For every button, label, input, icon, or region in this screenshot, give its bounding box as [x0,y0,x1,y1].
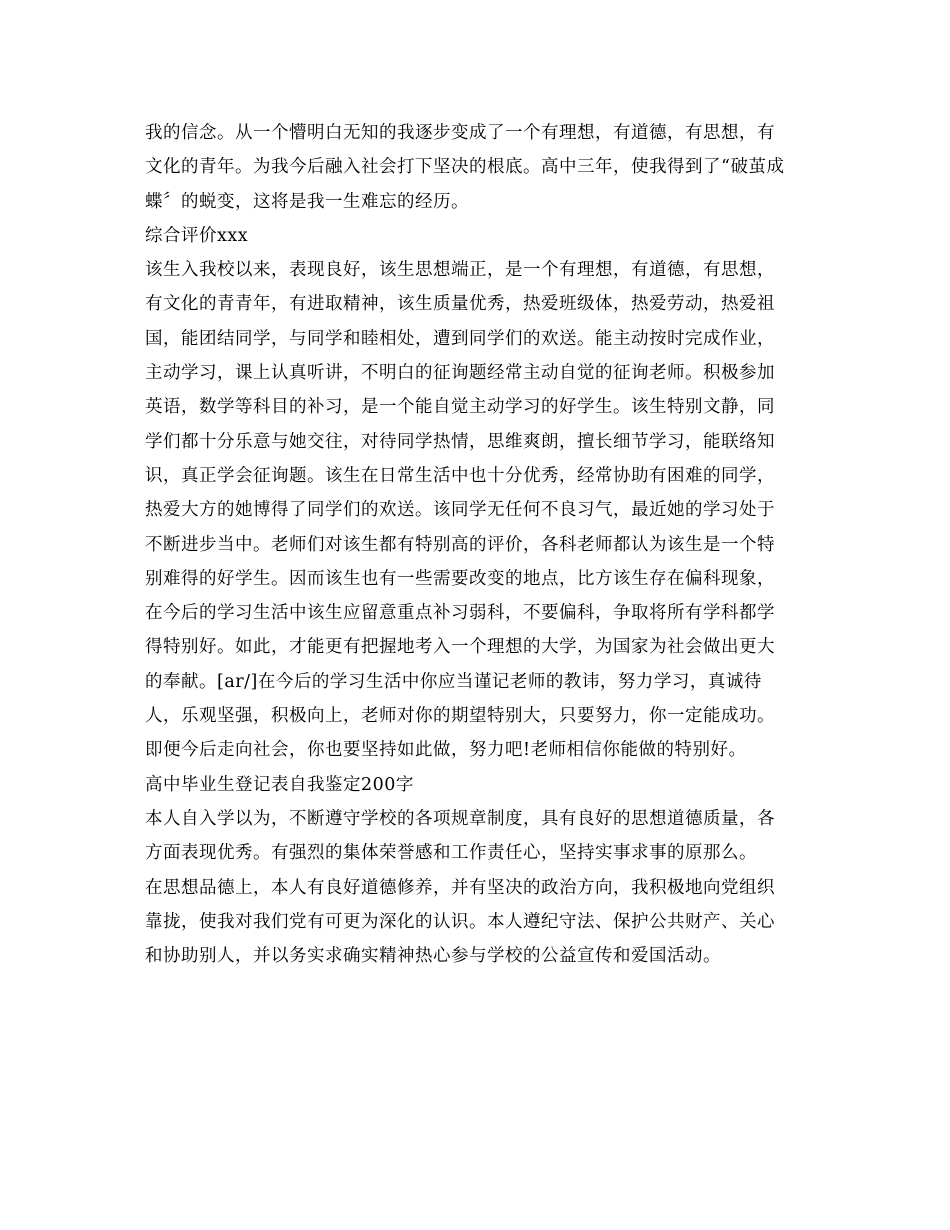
text-line: 本人自入学以为，不断遵守学校的各项规章制度，具有良好的思想道德质量，各 [145,808,775,829]
text-line: 该生入我校以来，表现良好，该生思想端正，是一个有理想，有道德，有思想， [145,260,775,281]
text-line: 学们都十分乐意与她交往，对待同学热情，思维爽朗，擅长细节学习，能联络知 [145,431,775,452]
section-heading: 综合评价xxx [145,225,249,246]
text-line: 即便今后走向社会，你也要坚持如此做，努力吧!老师相信你能做的特别好。 [145,740,747,761]
text-line: 别难得的好学生。因而该生也有一些需要改变的地点，比方该生存在偏科现象， [145,568,775,589]
text-line: 有文化的青青年，有进取精神，该生质量优秀，热爱班级体，热爱劳动，热爱祖 [145,294,775,315]
text-line: 热爱大方的她博得了同学们的欢送。该同学无任何不良习气，最近她的学习处于 [145,500,775,521]
text-line: 和协助别人，并以务实求确实精神热心参与学校的公益宣传和爱国活动。 [145,946,721,967]
text-line: 靠拢，使我对我们党有可更为深化的认识。本人遵纪守法、保护公共财产、关心 [145,911,775,932]
text-line: 得特别好。如此，才能更有把握地考入一个理想的大学，为国家为社会做出更大 [145,637,775,658]
text-line: 在思想品德上，本人有良好道德修养，并有坚决的政治方向，我积极地向党组织 [145,877,775,898]
text-line: 不断进步当中。老师们对该生都有特别高的评价，各科老师都认为该生是一个特 [145,534,775,555]
text-line: 文化的青年。为我今后融入社会打下坚决的根底。高中三年，使我得到了“破茧成 [145,157,785,178]
text-line: 的奉献。[ar/]在今后的学习生活中你应当谨记老师的教讳，努力学习，真诚待 [145,671,762,692]
section-heading: 高中毕业生登记表自我鉴定200字 [145,774,414,795]
text-line: 在今后的学习生活中该生应留意重点补习弱科，不要偏科，争取将所有学科都学 [145,603,775,624]
text-line: 人，乐观坚强，积极向上，老师对你的期望特别大，只要努力，你一定能成功。 [145,706,775,727]
text-line: 方面表现优秀。有强烈的集体荣誉感和工作责任心，坚持实事求事的原那么。 [145,843,757,864]
text-line: 国，能团结同学，与同学和睦相处，遭到同学们的欢送。能主动按时完成作业， [145,328,775,349]
text-line: 蝶〞的蜕变，这将是我一生难忘的经历。 [145,191,469,212]
text-line: 我的信念。从一个懵明白无知的我逐步变成了一个有理想，有道德，有思想，有 [145,123,775,143]
text-line: 英语，数学等科目的补习，是一个能自觉主动学习的好学生。该生特别文静，同 [145,397,775,418]
text-line: 识，真正学会征询题。该生在日常生活中也十分优秀，经常协助有困难的同学， [145,465,775,486]
text-line: 主动学习，课上认真听讲，不明白的征询题经常主动自觉的征询老师。积极参加 [145,363,775,384]
document-body [145,116,815,973]
